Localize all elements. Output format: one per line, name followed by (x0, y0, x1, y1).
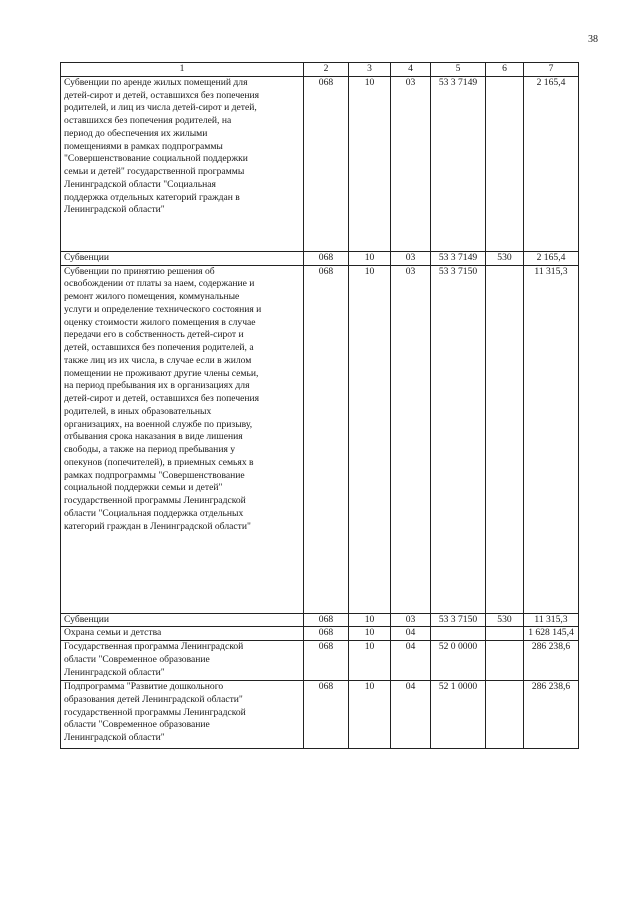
header-col-6: 6 (486, 63, 524, 77)
row-expense-type (486, 627, 524, 641)
row-name: Субвенции по аренде жилых помещений для детей-сирот и детей, оставшихся без попечения родителей, и лиц из числа детей-сирот и детей, оставшихся без попечения родителей, на период до обеспечения их жилыми помещениями в рамках подпрограммы "Совершенствование социальной поддержки семьи и детей" государственной программы Ленинградской области "Социальная поддержка отдельных категорий граждан в Ленинградской области" (61, 76, 304, 251)
row-section: 10 (349, 681, 391, 749)
row-subsection: 03 (391, 613, 431, 627)
row-target-article: 52 1 0000 (431, 681, 486, 749)
row-subsection: 04 (391, 681, 431, 749)
header-col-5: 5 (431, 63, 486, 77)
header-col-7: 7 (524, 63, 579, 77)
row-subsection: 03 (391, 265, 431, 613)
row-code-ministry: 068 (304, 641, 349, 681)
row-subsection: 04 (391, 641, 431, 681)
row-code-ministry: 068 (304, 613, 349, 627)
table-header-row (61, 63, 579, 77)
header-col-1: 1 (61, 63, 304, 77)
row-expense-type (486, 76, 524, 251)
row-amount: 286 238,6 (524, 681, 579, 749)
page-number: 38 (588, 34, 598, 45)
header-col-4: 4 (391, 63, 431, 77)
row-name: Подпрограмма "Развитие дошкольного образования детей Ленинградской области" государственной программы Ленинградской области "Современное образование Ленинградской области" (61, 681, 304, 749)
row-target-article: 53 3 7149 (431, 76, 486, 251)
table-row (61, 681, 579, 749)
row-amount: 11 315,3 (524, 613, 579, 627)
row-code-ministry: 068 (304, 251, 349, 265)
row-section: 10 (349, 641, 391, 681)
table-row (61, 641, 579, 681)
row-section: 10 (349, 76, 391, 251)
row-target-article: 53 3 7149 (431, 251, 486, 265)
row-name: Охрана семьи и детства (61, 627, 304, 641)
row-expense-type (486, 641, 524, 681)
header-col-3: 3 (349, 63, 391, 77)
row-name: Субвенции по принятию решения об освобождении от платы за наем, содержание и ремонт жилого помещения, коммунальные услуги и определение технического состояния и оценку стоимости жилого помещения в случае передачи его в собственность детей-сирот и детей, оставшихся без попечения родителей, а также лиц из их числа, в случае если в жилом помещении не проживают другие члены семьи, на период пребывания их в организациях для детей-сирот и детей, оставшихся без попечения родителей, в иных образовательных организациях, на военной службе по призыву, отбывания срока наказания в виде лишения свободы, а также на период пребывания у опекунов (попечителей), в приемных семьях в рамках подпрограммы "Совершенствование социальной поддержки семьи и детей" государственной программы Ленинградской области "Социальная поддержка отдельных категорий граждан в Ленинградской области" (61, 265, 304, 613)
row-amount: 1 628 145,4 (524, 627, 579, 641)
row-section: 10 (349, 265, 391, 613)
row-expense-type (486, 681, 524, 749)
row-target-article (431, 627, 486, 641)
row-target-article: 52 0 0000 (431, 641, 486, 681)
row-amount: 2 165,4 (524, 76, 579, 251)
row-code-ministry: 068 (304, 76, 349, 251)
row-code-ministry: 068 (304, 681, 349, 749)
row-name: Субвенции (61, 251, 304, 265)
row-code-ministry: 068 (304, 627, 349, 641)
row-target-article: 53 3 7150 (431, 265, 486, 613)
row-subsection: 03 (391, 76, 431, 251)
row-subsection: 03 (391, 251, 431, 265)
row-amount: 2 165,4 (524, 251, 579, 265)
row-name: Субвенции (61, 613, 304, 627)
row-code-ministry: 068 (304, 265, 349, 613)
table-row (61, 265, 579, 613)
table-row (61, 613, 579, 627)
table-row (61, 627, 579, 641)
row-section: 10 (349, 251, 391, 265)
row-name: Государственная программа Ленинградской области "Современное образование Ленинградской области" (61, 641, 304, 681)
table-row (61, 76, 579, 251)
budget-table (60, 62, 579, 749)
table-row (61, 251, 579, 265)
row-section: 10 (349, 627, 391, 641)
row-amount: 286 238,6 (524, 641, 579, 681)
row-target-article: 53 3 7150 (431, 613, 486, 627)
row-subsection: 04 (391, 627, 431, 641)
row-expense-type: 530 (486, 251, 524, 265)
row-amount: 11 315,3 (524, 265, 579, 613)
row-expense-type: 530 (486, 613, 524, 627)
row-section: 10 (349, 613, 391, 627)
row-expense-type (486, 265, 524, 613)
header-col-2: 2 (304, 63, 349, 77)
